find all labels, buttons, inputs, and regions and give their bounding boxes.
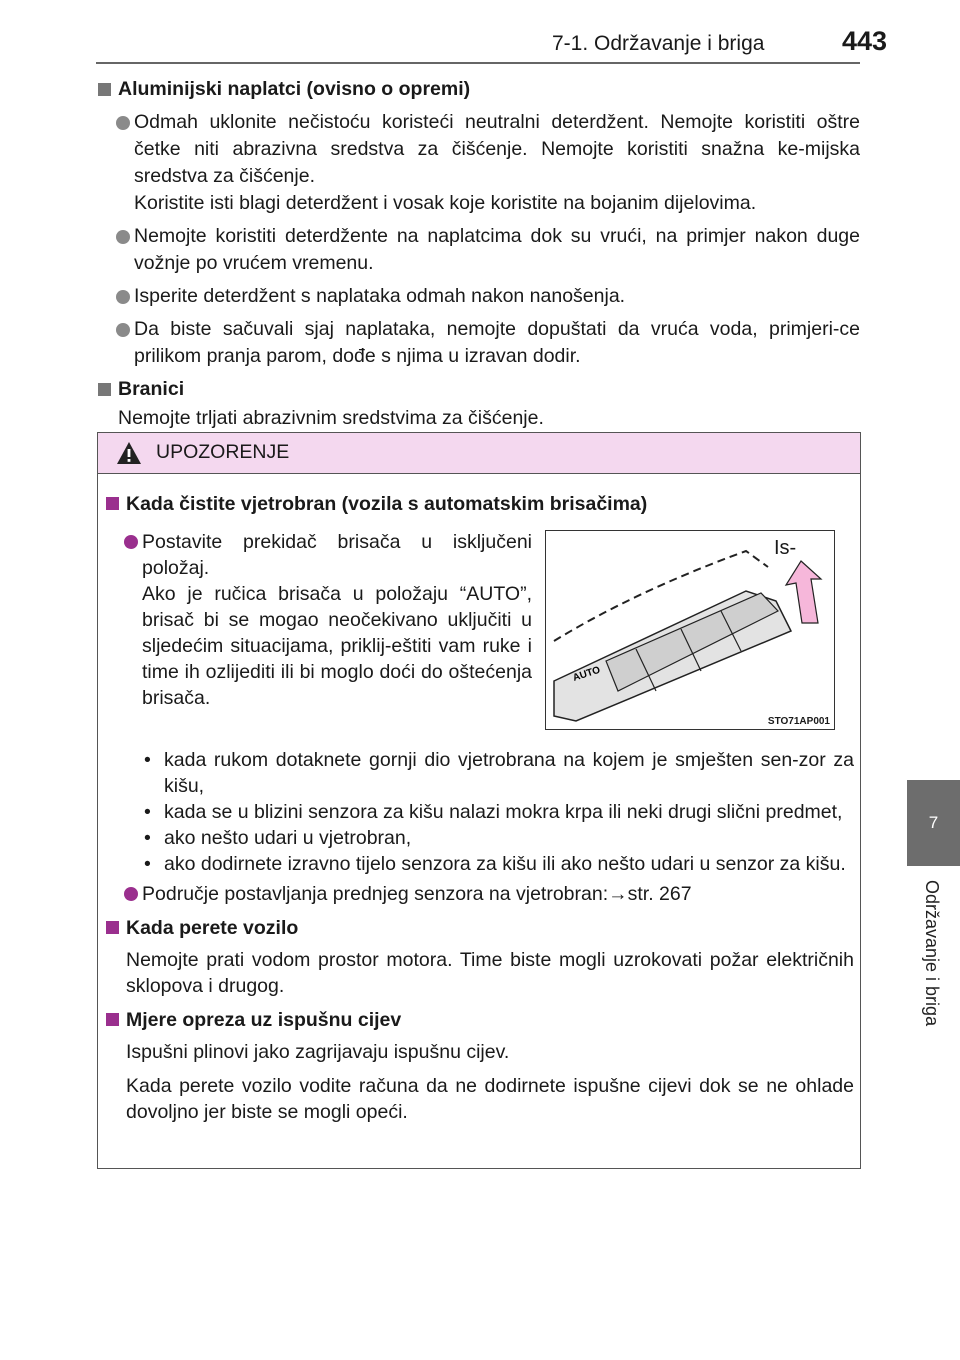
list-item: Odmah uklonite nečistoću koristeći neutralni deterdžent. Nemojte koristiti oštre četke niti abrazivna sredstva za čišćenje. Nemojte koristiti snažna ke-mijska sredstva za čišćenje. Koristite isti blagi deterdžent i vosak koje koristite na bojanim dijelovima. <box>96 109 860 217</box>
main-content <box>96 76 860 432</box>
list-item: • ako nešto udari u vjetrobran, <box>144 827 412 849</box>
square-bullet-icon <box>106 1013 119 1026</box>
list-item: • kada se u blizini senzora za kišu nalazi mokra krpa ili neki drugi slični predmet, <box>144 801 843 823</box>
chapter-label: Održavanje i briga <box>922 880 942 1027</box>
page-header-section: 7-1. Održavanje i briga <box>552 32 765 55</box>
list-item: Isperite deterdžent s naplataka odmah nakon nanošenja. <box>96 283 860 310</box>
warning-triangle-icon <box>116 441 142 465</box>
list-item: Područje postavljanja prednjeg senzora na vjetrobran:→str. 267 <box>104 881 854 907</box>
chapter-tab: 7 <box>907 780 960 866</box>
washing-text: Nemojte prati vodom prostor motora. Time biste mogli uzrokovati požar električnih sklopova i drugog. <box>126 949 854 997</box>
warning-title: UPOZORENJE <box>156 441 290 463</box>
header-rule <box>96 62 860 64</box>
square-bullet-icon <box>106 497 119 510</box>
figure-label-is: Is- <box>774 537 797 559</box>
auto-label: AUTO <box>571 664 602 684</box>
warning-heading-windshield: Kada čistite vjetrobran (vozila s automatskim brisačima) <box>104 491 854 517</box>
list-item: • kada rukom dotaknete gornji dio vjetrobrana na kojem je smješten sen-zor za kišu, <box>144 749 854 797</box>
exhaust-text-1: Ispušni plinovi jako zagrijavaju ispušnu cijev. <box>126 1041 510 1063</box>
circle-bullet-icon <box>124 887 138 901</box>
list-item: • ako dodirnete izravno tijelo senzora za kišu ili ako nešto udari u senzor za kišu. <box>144 853 846 875</box>
page-number: 443 <box>842 26 888 56</box>
list-item: Nemojte koristiti deterdžente na naplatcima dok su vrući, na primjer nakon duge vožnje po vrućem vremenu. <box>96 223 860 277</box>
section-heading-bumpers: Branici <box>96 376 860 403</box>
figure-code: STO71AP001 <box>767 716 830 727</box>
circle-bullet-icon <box>116 323 130 337</box>
square-bullet-icon <box>98 383 111 396</box>
section-heading-wheels: Aluminijski naplatci (ovisno o opremi) <box>96 76 860 103</box>
circle-bullet-icon <box>124 535 138 549</box>
bumpers-text: Nemojte trljati abrazivnim sredstvima za čišćenje. <box>118 407 544 429</box>
warning-heading-washing: Kada perete vozilo <box>104 915 854 941</box>
warning-heading-exhaust: Mjere opreza uz ispušnu cijev <box>104 1007 854 1033</box>
wiper-lever-illustration <box>546 531 833 728</box>
square-bullet-icon <box>98 83 111 96</box>
square-bullet-icon <box>106 921 119 934</box>
wiper-lever-figure <box>545 530 835 730</box>
circle-bullet-icon <box>116 290 130 304</box>
list-item: Da biste sačuvali sjaj naplataka, nemojte dopuštati da vruća voda, primjeri-ce prilikom pranja parom, dođe s njima u izravan dodir. <box>96 316 860 370</box>
exhaust-text-2: Kada perete vozilo vodite računa da ne dodirnete ispušne cijevi dok se ne ohlade dovoljno jer biste se mogli opeći. <box>126 1075 854 1123</box>
circle-bullet-icon <box>116 230 130 244</box>
warning-header <box>98 433 860 474</box>
circle-bullet-icon <box>116 116 130 130</box>
list-item: Postavite prekidač brisača u isključeni položaj. Ako je ručica brisača u položaju “AUTO”, brisač bi se mogao neočekivano uključiti u sljedećim situacijama, priklij-eštiti vam ruke i time ih ozlijediti ili bi moglo doći do oštećenja brisača. <box>104 529 532 711</box>
